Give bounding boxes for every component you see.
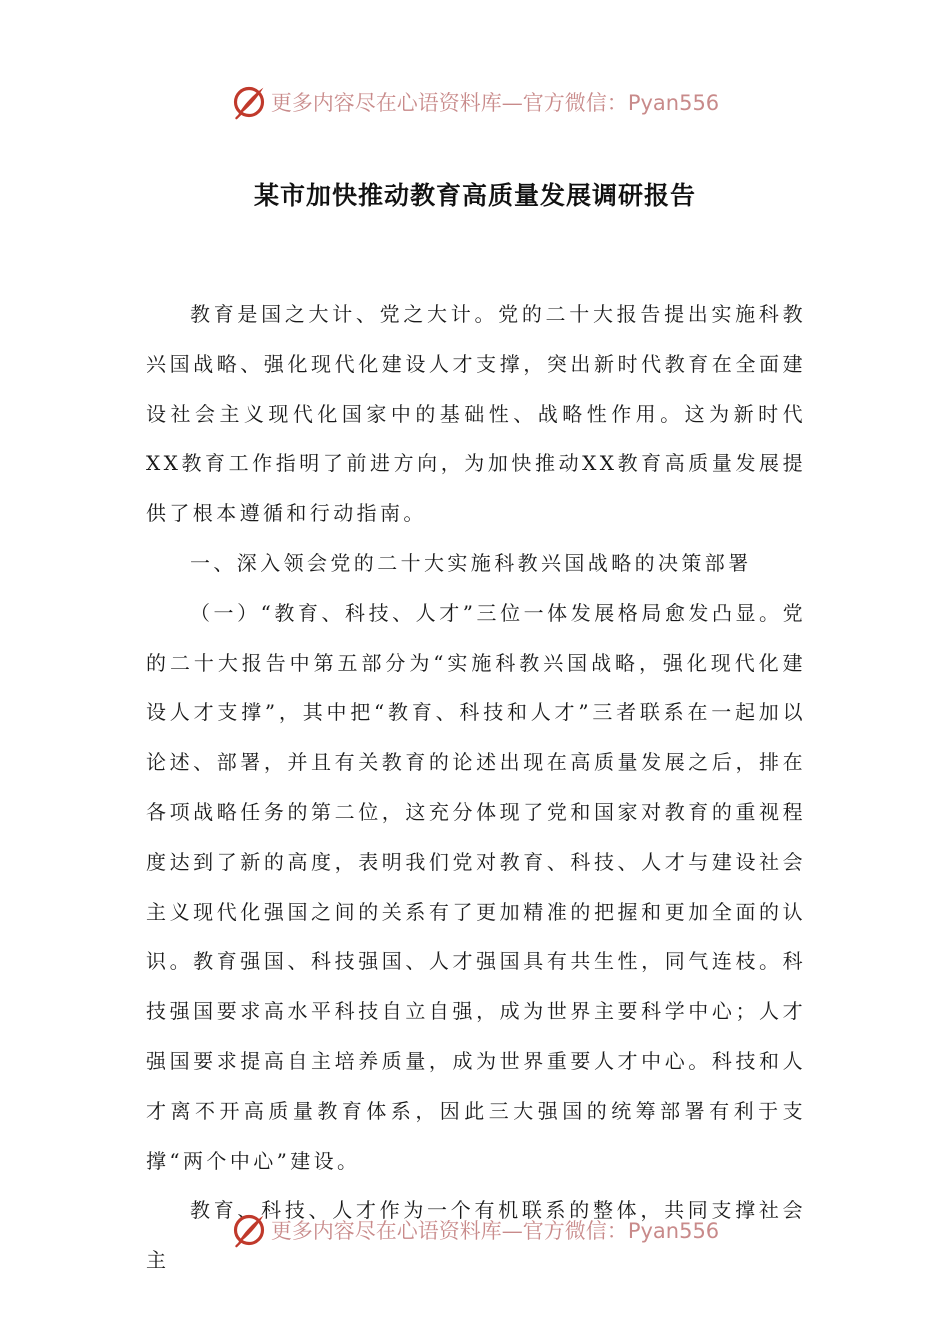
document-body [146,290,806,1286]
paragraph-continued: 教育、科技、人才作为一个有机联系的整体，共同支撑社会主 [146,1198,806,1273]
section-heading-1: 一、深入领会党的二十大实施科教兴国战略的决策部署 [190,550,752,575]
paragraph-subsection-1: （一）“教育、科技、人才”三位一体发展格局愈发凸显。党的二十大报告中第五部分为“实施科教兴国战略，强化现代化建设人才支撑”，其中把“教育、科技和人才”三者联系在一起加以论述、部署，并且有关教育的论述出现在高质量发展之后，排在各项战略任务的第二位，这充分体现了党和国家对教育的重视程度达到了新的高度，表明我们党对教育、科技、人才与建设社会主义现代化强国之间的关系有了更加精准的把握和更加全面的认识。教育强国、科技强国、人才强国具有共生性，同气连枝。科技强国要求高水平科技自立自强，成为世界主要科学中心；人才强国要求提高自主培养质量，成为世界重要人才中心。科技和人才离不开高质量教育体系，因此三大强国的统筹部署有利于支撑“两个中心”建设。 [146,600,806,1173]
footer-watermark [0,1208,950,1252]
watermark-text: 更多内容尽在心语资料库—官方微信：Pyan556 [270,1219,720,1243]
paragraph-intro: 教育是国之大计、党之大计。党的二十大报告提出实施科教兴国战略、强化现代化建设人才支撑，突出新时代教育在全面建设社会主义现代化国家中的基础性、战略性作用。这为新时代XX教育工作指明了前进方向，为加快推动XX教育高质量发展提供了根本遵循和行动指南。 [146,302,806,526]
document-title: 某市加快推动教育高质量发展调研报告 [253,181,696,210]
watermark-text: 更多内容尽在心语资料库—官方微信：Pyan556 [270,91,720,115]
quill-pen-logo-icon [231,84,267,120]
watermark-wechat-id: Pyan556 [627,91,720,115]
watermark-wechat-id: Pyan556 [627,1219,720,1243]
header-watermark [0,80,950,124]
quill-pen-logo-icon [231,1212,267,1248]
